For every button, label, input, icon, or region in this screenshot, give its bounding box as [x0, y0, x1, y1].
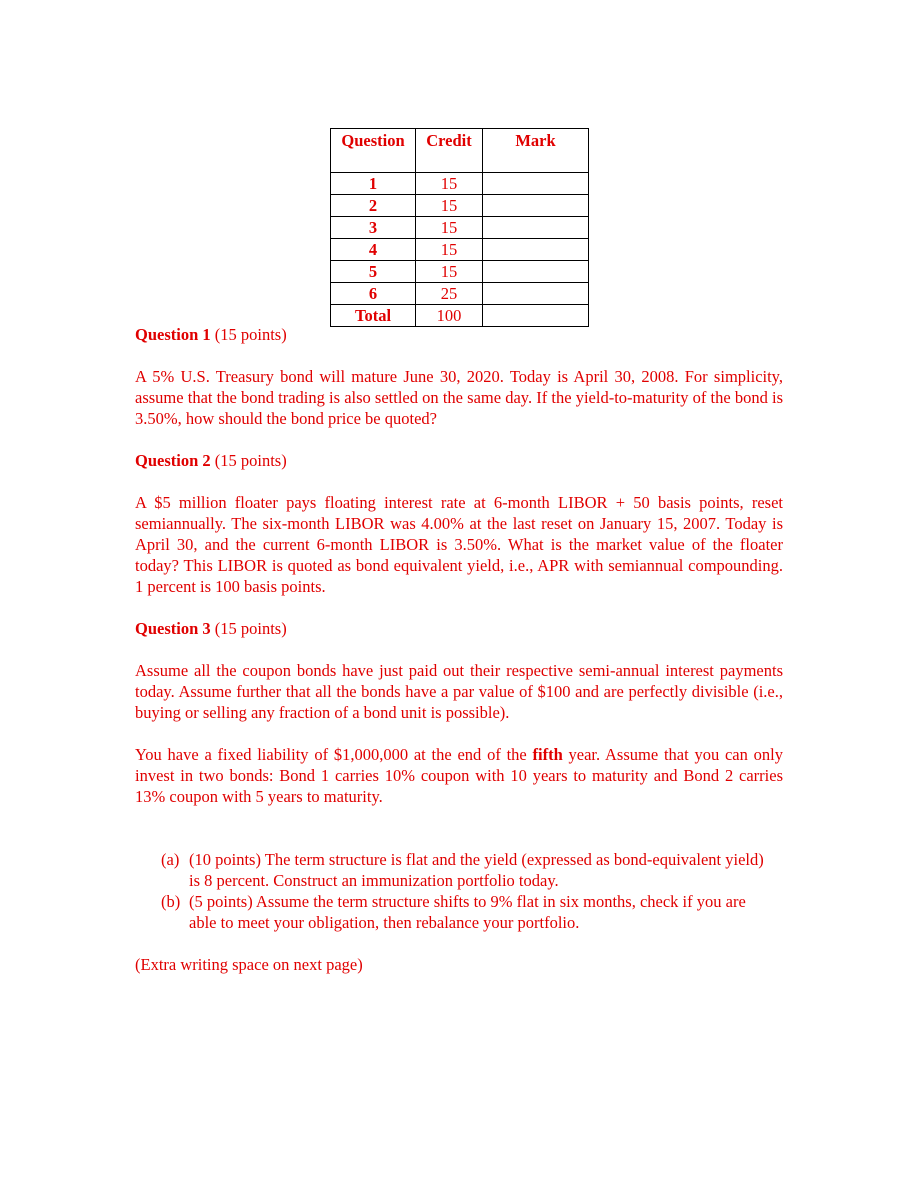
question-2-body: A $5 million floater pays floating interest rate at 6-month LIBOR + 50 basis points, reset semiannually. The six-month LIBOR was 4.00% at the last reset on January 15, 2007. Today is April 30, and the current 6-month LIBOR is 3.50%. What is the market value of the floater today? This LIBOR is quoted as bond equivalent yield, i.e., APR with semiannual compounding. 1 percent is 100 basis points. — [135, 493, 783, 596]
table-row — [331, 239, 589, 261]
question-3-paragraph-2 — [135, 744, 783, 807]
mark-cell — [483, 283, 589, 305]
table-row — [331, 283, 589, 305]
question-3-title: Question 3 — [135, 619, 211, 638]
credit-cell: 15 — [416, 261, 483, 283]
paragraph-2-emphasis: fifth — [532, 745, 563, 764]
list-item — [135, 891, 773, 933]
table-row — [331, 195, 589, 217]
question-3-paragraph-1: Assume all the coupon bonds have just paid out their respective semi-annual interest payments today. Assume further that all the bonds have a par value of $100 and are perfectly divisible (i.e., buying or selling any fraction of a bond unit is possible). — [135, 661, 783, 722]
exam-content — [135, 324, 783, 975]
mark-cell — [483, 173, 589, 195]
question-number-cell: 5 — [331, 261, 416, 283]
total-credit-cell: 100 — [416, 305, 483, 327]
mark-cell — [483, 195, 589, 217]
paragraph-2-text-end: year. Assume that you can only invest in two bonds: Bond 1 carries 10% coupon with 10 years to maturity and Bond 2 carries 13% coupon with 5 years to maturity. — [135, 745, 783, 806]
paragraph-2-text-start: You have a fixed liability of $1,000,000 at the end of the — [135, 745, 533, 764]
mark-cell — [483, 217, 589, 239]
question-1-title: Question 1 — [135, 325, 211, 344]
question-3-points: (15 points) — [214, 619, 287, 638]
question-3-heading — [135, 618, 783, 639]
question-2-heading — [135, 450, 783, 471]
part-b-marker: (b) — [161, 892, 181, 911]
part-b-text: (5 points) Assume the term structure shifts to 9% flat in six months, check if you are able to meet your obligation, then rebalance your portfolio. — [189, 892, 746, 932]
mark-cell — [483, 239, 589, 261]
question-3-parts — [135, 849, 783, 933]
grading-table — [330, 128, 589, 327]
credit-cell: 25 — [416, 283, 483, 305]
question-number-cell: 4 — [331, 239, 416, 261]
question-number-cell: 3 — [331, 217, 416, 239]
credit-cell: 15 — [416, 195, 483, 217]
list-item — [135, 849, 773, 891]
header-credit: Credit — [416, 129, 483, 173]
question-number-cell: 2 — [331, 195, 416, 217]
table-row — [331, 261, 589, 283]
table-row — [331, 217, 589, 239]
total-label-cell: Total — [331, 305, 416, 327]
credit-cell: 15 — [416, 217, 483, 239]
credit-cell: 15 — [416, 239, 483, 261]
table-row — [331, 173, 589, 195]
header-mark: Mark — [483, 129, 589, 173]
part-a-marker: (a) — [161, 850, 180, 869]
question-number-cell: 6 — [331, 283, 416, 305]
mark-cell — [483, 261, 589, 283]
question-2-points: (15 points) — [214, 451, 287, 470]
extra-space-note: (Extra writing space on next page) — [135, 955, 363, 974]
header-question: Question — [331, 129, 416, 173]
question-1-points: (15 points) — [214, 325, 287, 344]
question-2-title: Question 2 — [135, 451, 211, 470]
question-1-heading — [135, 324, 783, 345]
question-1-body: A 5% U.S. Treasury bond will mature June 30, 2020. Today is April 30, 2008. For simplicity, assume that the bond trading is also settled on the same day. If the yield-to-maturity of the bond is 3.50%, how should the bond price be quoted? — [135, 367, 783, 428]
credit-cell: 15 — [416, 173, 483, 195]
part-a-text: (10 points) The term structure is flat and the yield (expressed as bond-equivalent yield) is 8 percent. Construct an immunization portfolio today. — [189, 850, 764, 890]
question-number-cell: 1 — [331, 173, 416, 195]
